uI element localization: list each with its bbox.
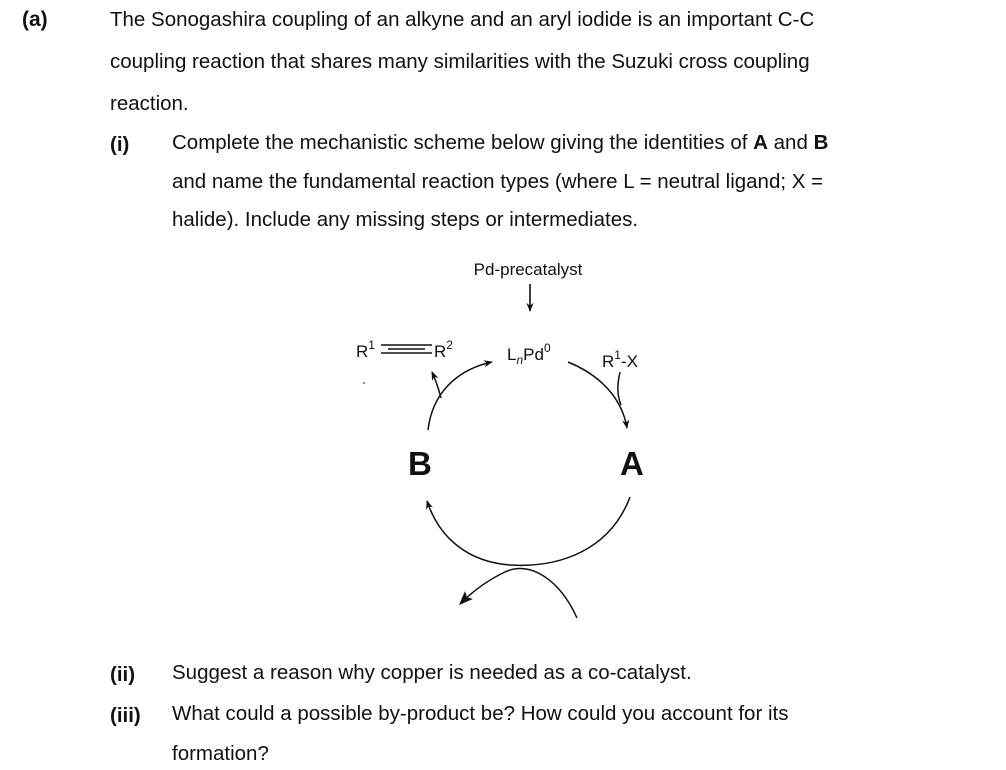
part-i-label: (i) — [110, 133, 130, 156]
reductive-elimination-arc — [428, 362, 492, 430]
precatalyst-label: Pd-precatalyst — [473, 260, 583, 279]
intro-line-3: reaction. — [110, 92, 189, 115]
catalyst-l: L — [507, 345, 517, 364]
product-r1: $R^1$ — [356, 338, 375, 361]
part-i-line-3: halide). Include any missing steps or intermediates. — [172, 208, 639, 231]
reactant-incoming-line — [618, 372, 621, 405]
part-i-line-2: and name the fundamental reaction types (where L = neutral ligand; X = — [172, 170, 824, 193]
triple-bond — [381, 345, 432, 353]
part-i-bold-a: A — [753, 131, 768, 154]
part-i-and: and — [767, 131, 814, 154]
part-i-bold-b: B — [813, 131, 829, 154]
byproduct-arrow — [460, 569, 577, 618]
part-iii-line-1: What could a possible by-product be? How could you account for its — [172, 702, 789, 725]
question-label-a: (a) — [22, 8, 48, 31]
intermediate-a: A — [620, 445, 644, 482]
part-i-line-1-text: Complete the mechanistic scheme below giving the identities of — [172, 131, 754, 154]
intermediate-b: B — [408, 445, 432, 482]
intro-line-2: coupling reaction that shares many similarities with the Suzuki cross coupling — [110, 50, 810, 73]
catalyst-label — [507, 341, 551, 367]
catalyst-subscript-n: n — [516, 353, 524, 367]
product-release-arrow — [432, 372, 441, 398]
catalyst-superscript-0: 0 — [543, 341, 551, 355]
catalyst-pd: Pd — [523, 345, 544, 364]
part-ii-label: (ii) — [110, 663, 136, 686]
reactant-r1x: $R^1-X$ — [602, 348, 638, 371]
part-ii-text: Suggest a reason why copper is needed as a co-catalyst. — [172, 661, 692, 684]
product-r2: $R^2$ — [434, 338, 453, 361]
part-iii-label: (iii) — [110, 704, 141, 727]
part-iii-line-2: formation? — [172, 742, 269, 765]
intro-line-1: The Sonogashira coupling of an alkyne and an aryl iodide is an important C-C — [110, 8, 815, 31]
stray-mark — [363, 382, 365, 384]
transmetalation-arc — [427, 497, 630, 565]
